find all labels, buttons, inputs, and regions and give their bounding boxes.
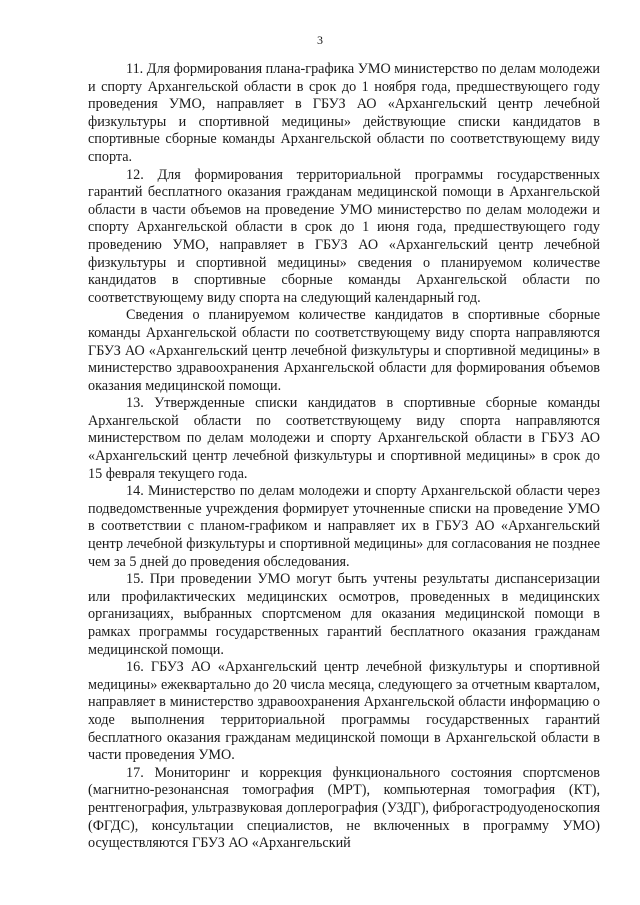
paragraph-12-continued: Сведения о планируемом количестве кандидатов в спортивные сборные команды Архангельской области по соответствующему виду спорта направляются ГБУЗ АО «Архангельский центр лечебной физкультуры и спортивной медицины» в министерство здравоохранения Архангельской области для формирования объемов оказания медицинской помощи. <box>88 307 600 394</box>
document-body <box>88 61 600 853</box>
paragraph-16: 16. ГБУЗ АО «Архангельский центр лечебной физкультуры и спортивной медицины» ежеквартально до 20 числа месяца, следующего за отчетным кварталом, направляет в министерство здравоохранения Архангельской области информацию о ходе выполнения территориальной программы государственных гарантий бесплатного оказания гражданам медицинской помощи в Архангельской области в части проведения УМО. <box>88 659 600 764</box>
paragraph-13: 13. Утвержденные списки кандидатов в спортивные сборные команды Архангельской области по соответствующему виду спорта направляются министерством по делам молодежи и спорту Архангельской области в ГБУЗ АО «Архангельский центр лечебной физкультуры и спортивной медицины» в срок до 15 февраля текущего года. <box>88 395 600 482</box>
paragraph-15: 15. При проведении УМО могут быть учтены результаты диспансеризации или профилактических медицинских осмотров, проведенных в медицинских организациях, выбранных спортсменом для оказания медицинской помощи в рамках программы государственных гарантий бесплатного оказания гражданам медицинской помощи. <box>88 571 600 658</box>
paragraph-12: 12. Для формирования территориальной программы государственных гарантий бесплатного оказания гражданам медицинской помощи в Архангельской области в части объемов на проведение УМО министерство по делам молодежи и спорту Архангельской области в срок до 1 июня года, предшествующего году проведению УМО, направляет в ГБУЗ АО «Архангельский центр лечебной физкультуры и спортивной медицины» сведения о планируемом количестве кандидатов в спортивные сборные команды Архангельской области по соответствующему виду спорта на следующий календарный год. <box>88 166 600 306</box>
paragraph-17: 17. Мониторинг и коррекция функционального состояния спортсменов (магнитно-резонансная томография (МРТ), компьютерная томография (КТ), рентгенография, ультразвуковая доплерография (УЗДГ), фиброгастродуоденоскопия (ФГДС), консультации специалистов, не включенных в программу УМО) осуществляются ГБУЗ АО «Архангельский <box>88 764 600 852</box>
page-number: 3 <box>317 33 323 47</box>
paragraph-11: 11. Для формирования плана-графика УМО министерство по делам молодежи и спорту Архангельской области в срок до 1 ноября года, предшествующего году проведения УМО, направляет в ГБУЗ АО «Архангельский центр лечебной физкультуры и спортивной медицины» действующие списки кандидатов в спортивные сборные команды Архангельской области по соответствующему виду спорта. <box>88 61 600 165</box>
paragraph-14: 14. Министерство по делам молодежи и спорту Архангельской области через подведомственные учреждения формирует уточненные списки на проведение УМО в соответствии с планом-графиком и направляет их в ГБУЗ АО «Архангельский центр лечебной физкультуры и спортивной медицины» для согласования не позднее чем за 5 дней до проведения обследования. <box>88 483 600 570</box>
